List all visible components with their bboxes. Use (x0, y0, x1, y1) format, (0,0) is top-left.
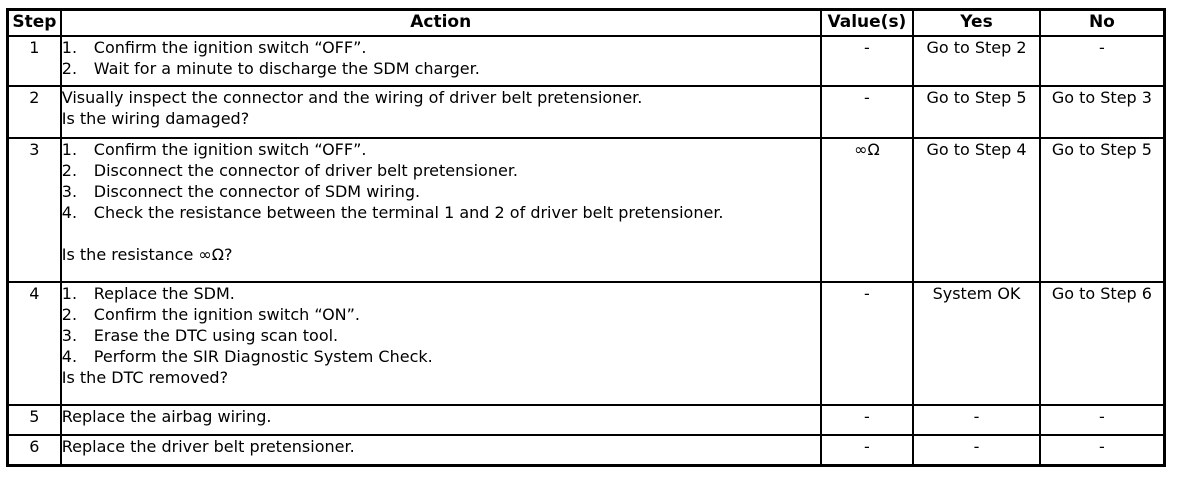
action-cell (61, 36, 821, 86)
question-text: Is the wiring damaged? (61, 109, 250, 128)
no-cell: Go to Step 6 (1040, 282, 1165, 405)
action-item: 4. Check the resistance between the terminal 1 and 2 of driver belt pretensioner. (61, 203, 724, 222)
action-cell (61, 405, 821, 435)
yes-cell: - (913, 405, 1040, 435)
question-text: Is the resistance ∞Ω? (61, 245, 233, 264)
table-row (8, 282, 1165, 405)
no-cell: Go to Step 5 (1040, 138, 1165, 282)
header-values: Value(s) (821, 10, 913, 37)
value-cell: - (821, 435, 913, 465)
action-text: Visually inspect the connector and the wiring of driver belt pretensioner. (61, 88, 643, 107)
yes-cell: System OK (913, 282, 1040, 405)
header-row (8, 10, 1165, 37)
yes-cell: Go to Step 4 (913, 138, 1040, 282)
question-text: Is the DTC removed? (61, 368, 229, 387)
action-text: Replace the driver belt pretensioner. (61, 437, 355, 456)
action-item: 4. Perform the SIR Diagnostic System Check. (61, 347, 433, 366)
table-row (8, 86, 1165, 138)
diagnostic-table (6, 8, 1166, 467)
action-item: 1. Replace the SDM. (61, 284, 235, 303)
step-number: 4 (8, 282, 61, 405)
action-item: 1. Confirm the ignition switch “OFF”. (61, 38, 367, 57)
table-row (8, 405, 1165, 435)
action-cell (61, 282, 821, 405)
value-cell: ∞Ω (821, 138, 913, 282)
action-item: 3. Disconnect the connector of SDM wiring. (61, 182, 421, 201)
step-number: 2 (8, 86, 61, 138)
table-row (8, 36, 1165, 86)
step-number: 6 (8, 435, 61, 465)
yes-cell: Go to Step 2 (913, 36, 1040, 86)
action-item: 2. Wait for a minute to discharge the SDM charger. (61, 59, 480, 78)
action-text: Replace the airbag wiring. (61, 407, 272, 426)
action-cell (61, 435, 821, 465)
action-cell (61, 86, 821, 138)
header-no: No (1040, 10, 1165, 37)
yes-cell: - (913, 435, 1040, 465)
step-number: 5 (8, 405, 61, 435)
no-cell: - (1040, 405, 1165, 435)
value-cell: - (821, 86, 913, 138)
no-cell: Go to Step 3 (1040, 86, 1165, 138)
step-number: 3 (8, 138, 61, 282)
step-number: 1 (8, 36, 61, 86)
yes-cell: Go to Step 5 (913, 86, 1040, 138)
action-item: 1. Confirm the ignition switch “OFF”. (61, 140, 367, 159)
no-cell: - (1040, 435, 1165, 465)
no-cell: - (1040, 36, 1165, 86)
table-row (8, 138, 1165, 282)
header-action: Action (61, 10, 821, 37)
action-item: 3. Erase the DTC using scan tool. (61, 326, 339, 345)
header-yes: Yes (913, 10, 1040, 37)
table-row (8, 435, 1165, 465)
action-item: 2. Confirm the ignition switch “ON”. (61, 305, 360, 324)
value-cell: - (821, 36, 913, 86)
value-cell: - (821, 405, 913, 435)
action-cell (61, 138, 821, 282)
action-item: 2. Disconnect the connector of driver belt pretensioner. (61, 161, 519, 180)
value-cell: - (821, 282, 913, 405)
header-step: Step (8, 10, 61, 37)
